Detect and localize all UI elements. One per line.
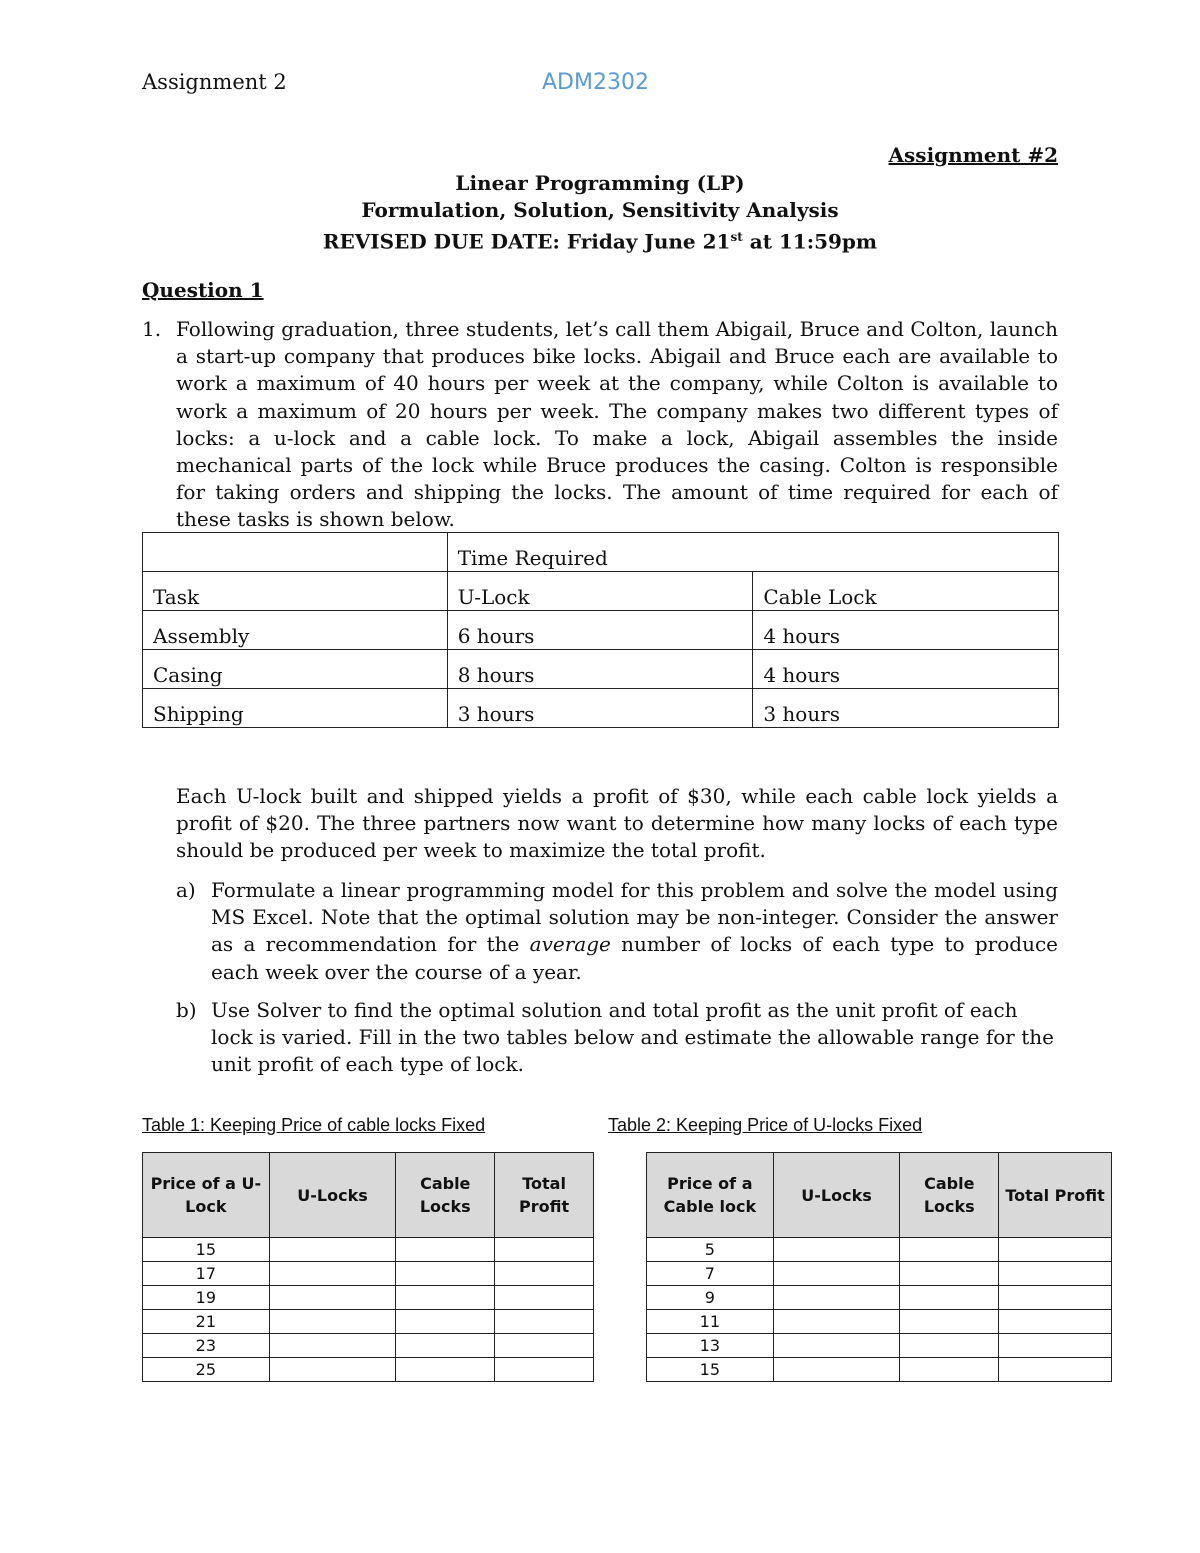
time-required-header: Time Required (447, 533, 1058, 572)
title-line-2: Formulation, Solution, Sensitivity Analysis (361, 198, 839, 222)
u-locks-input-cell[interactable] (773, 1262, 900, 1286)
price-cell: 11 (647, 1310, 774, 1334)
cable-locks-input-cell[interactable] (396, 1286, 495, 1310)
total-profit-input-cell[interactable] (495, 1286, 594, 1310)
table-row (143, 1262, 594, 1286)
table-row (143, 1358, 594, 1382)
total-profit-input-cell[interactable] (495, 1262, 594, 1286)
table-header-row (647, 1153, 1112, 1238)
price-cell: 5 (647, 1238, 774, 1262)
table2 (646, 1152, 1112, 1382)
title-line-3 (142, 224, 1058, 256)
u-locks-input-cell[interactable] (269, 1310, 396, 1334)
table-row (647, 1310, 1112, 1334)
table-row (143, 611, 1059, 650)
task-cell: Casing (143, 650, 448, 689)
cable-locks-input-cell[interactable] (396, 1310, 495, 1334)
cable-lock-cell: 3 hours (753, 689, 1059, 728)
table-row (143, 650, 1059, 689)
price-cell: 25 (143, 1358, 270, 1382)
u-locks-input-cell[interactable] (269, 1262, 396, 1286)
task-cell: Assembly (143, 611, 448, 650)
u-locks-input-cell[interactable] (269, 1286, 396, 1310)
u-locks-input-cell[interactable] (269, 1358, 396, 1382)
cable-locks-input-cell[interactable] (396, 1358, 495, 1382)
u-lock-cell: 3 hours (447, 689, 753, 728)
u-locks-input-cell[interactable] (773, 1286, 900, 1310)
price-cell: 19 (143, 1286, 270, 1310)
cable-locks-input-cell[interactable] (396, 1262, 495, 1286)
table-row (647, 1262, 1112, 1286)
table1-caption: Table 1: Keeping Price of cable locks Fixed (142, 1115, 486, 1135)
time-required-table (142, 532, 1059, 728)
column-header-u-lock: U-Lock (447, 572, 753, 611)
cable-locks-input-cell[interactable] (900, 1310, 999, 1334)
column-header-task: Task (143, 572, 448, 611)
price-cell: 9 (647, 1286, 774, 1310)
table-row (647, 1286, 1112, 1310)
total-profit-input-cell[interactable] (495, 1238, 594, 1262)
table-row (647, 1358, 1112, 1382)
column-header-price: Price of a U-Lock (143, 1153, 270, 1238)
price-cell: 7 (647, 1262, 774, 1286)
total-profit-input-cell[interactable] (999, 1358, 1112, 1382)
column-header-u-locks: U-Locks (773, 1153, 900, 1238)
part-b-text: Use Solver to find the optimal solution and total profit as the unit profit of each lock is varied. Fill in the two tables below and estimate the allowable range for the unit profit of each type of lock. (211, 998, 1054, 1077)
table-row (143, 1334, 594, 1358)
u-locks-input-cell[interactable] (773, 1310, 900, 1334)
price-cell: 17 (143, 1262, 270, 1286)
cable-locks-input-cell[interactable] (396, 1334, 495, 1358)
cable-lock-cell: 4 hours (753, 650, 1059, 689)
column-header-cable-locks: Cable Locks (396, 1153, 495, 1238)
column-header-total-profit: Total Profit (999, 1153, 1112, 1238)
total-profit-input-cell[interactable] (999, 1286, 1112, 1310)
table-cell-empty (143, 533, 448, 572)
total-profit-input-cell[interactable] (999, 1238, 1112, 1262)
table-row (143, 1238, 594, 1262)
question-paragraph: Following graduation, three students, let’s call them Abigail, Bruce and Colton, launch a start-up company that produces bike locks. Abigail and Bruce each are available to work a maximum of 40 hours per week at the company, while Colton is available to work a maximum of 20 hours per week. The company makes two different types of locks: a u-lock and a cable lock. To make a lock, Abigail assembles the inside mechanical parts of the lock while Bruce produces the casing. Colton is responsible for taking orders and shipping the locks. The amount of time required for each of these tasks is shown below. (176, 317, 1058, 532)
course-code: ADM2302 (542, 70, 649, 95)
cable-locks-input-cell[interactable] (900, 1286, 999, 1310)
u-locks-input-cell[interactable] (773, 1334, 900, 1358)
table-row (143, 1286, 594, 1310)
title-block (142, 170, 1058, 256)
price-cell: 23 (143, 1334, 270, 1358)
question-heading: Question 1 (142, 278, 264, 302)
part-a-text-before: Formulate a linear programming model for this problem and solve the model using MS Excel. Note that the optimal solution may be non-integer. Consider the answer as a recommendation for the (211, 878, 1058, 957)
part-a-text-after: number of locks of each type to produce each week over the course of a year. (211, 932, 1058, 984)
table-row (143, 572, 1059, 611)
cable-locks-input-cell[interactable] (900, 1262, 999, 1286)
u-locks-input-cell[interactable] (269, 1334, 396, 1358)
u-lock-cell: 8 hours (447, 650, 753, 689)
total-profit-input-cell[interactable] (999, 1262, 1112, 1286)
part-b-label: b) (176, 998, 197, 1022)
table-header-row (143, 1153, 594, 1238)
cable-locks-input-cell[interactable] (900, 1334, 999, 1358)
table-row (647, 1238, 1112, 1262)
profit-paragraph: Each U-lock built and shipped yields a profit of $30, while each cable lock yields a profit of $20. The three partners now want to determine how many locks of each type should be produced per week to maximize the total profit. (176, 784, 1058, 863)
column-header-price: Price of a Cable lock (647, 1153, 774, 1238)
cable-locks-input-cell[interactable] (900, 1358, 999, 1382)
price-cell: 15 (143, 1238, 270, 1262)
table-row (143, 1310, 594, 1334)
table2-caption: Table 2: Keeping Price of U-locks Fixed (608, 1115, 923, 1135)
part-a-text (211, 877, 1058, 986)
table-row (143, 533, 1059, 572)
u-locks-input-cell[interactable] (773, 1238, 900, 1262)
due-date-suffix: at 11:59pm (742, 229, 878, 254)
u-locks-input-cell[interactable] (773, 1358, 900, 1382)
cable-lock-cell: 4 hours (753, 611, 1059, 650)
price-cell: 21 (143, 1310, 270, 1334)
part-a-label: a) (176, 878, 196, 902)
column-header-cable-lock: Cable Lock (753, 572, 1059, 611)
cable-locks-input-cell[interactable] (396, 1238, 495, 1262)
cable-locks-input-cell[interactable] (900, 1238, 999, 1262)
total-profit-input-cell[interactable] (495, 1358, 594, 1382)
task-cell: Shipping (143, 689, 448, 728)
column-header-total-profit: Total Profit (495, 1153, 594, 1238)
price-cell: 15 (647, 1358, 774, 1382)
due-date-ordinal: st (730, 230, 743, 244)
assignment-number: Assignment #2 (888, 143, 1058, 167)
question-number: 1. (142, 317, 162, 341)
due-date-prefix: REVISED DUE DATE: Friday June 21 (322, 229, 731, 254)
total-profit-input-cell[interactable] (495, 1334, 594, 1358)
document-header-left: Assignment 2 (142, 70, 287, 94)
total-profit-input-cell[interactable] (999, 1310, 1112, 1334)
table-row (143, 689, 1059, 728)
price-cell: 13 (647, 1334, 774, 1358)
column-header-cable-locks: Cable Locks (900, 1153, 999, 1238)
table1 (142, 1152, 594, 1382)
total-profit-input-cell[interactable] (495, 1310, 594, 1334)
title-line-1: Linear Programming (LP) (455, 171, 745, 195)
part-a-italic: average (529, 932, 611, 957)
column-header-u-locks: U-Locks (269, 1153, 396, 1238)
u-lock-cell: 6 hours (447, 611, 753, 650)
total-profit-input-cell[interactable] (999, 1334, 1112, 1358)
u-locks-input-cell[interactable] (269, 1238, 396, 1262)
table-row (647, 1334, 1112, 1358)
